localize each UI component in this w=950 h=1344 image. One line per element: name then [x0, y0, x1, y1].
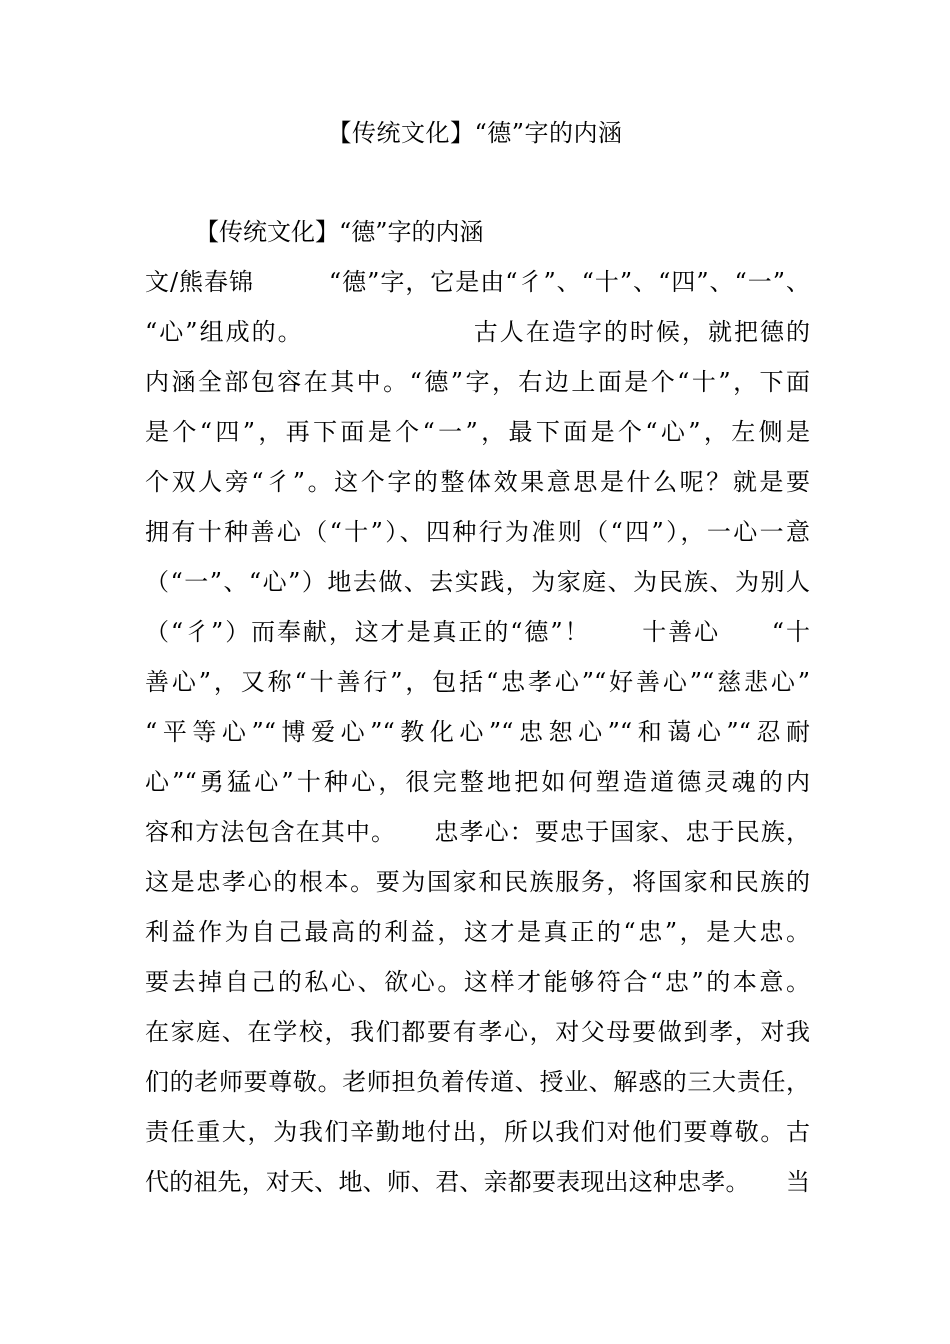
body-line: 拥有十种善心（“十”）、四种行为准则（“四”），一心一意 [145, 518, 810, 546]
body-line: 这是忠孝心的根本。要为国家和民族服务，将国家和民族的 [145, 868, 810, 896]
document-body [145, 212, 810, 1212]
body-line: “心”组成的。 古人在造字的时候，就把德的 [145, 318, 810, 346]
body-line: 个双人旁“彳”。这个字的整体效果意思是什么呢？就是要 [145, 468, 810, 496]
body-line: 容和方法包含在其中。 忠孝心：要忠于国家、忠于民族， [145, 818, 810, 846]
body-line: 【传统文化】“德”字的内涵 [195, 218, 484, 246]
body-line: 代的祖先，对天、地、师、君、亲都要表现出这种忠孝。 当 [145, 1168, 810, 1196]
body-line: 要去掉自己的私心、欲心。这样才能够符合“忠”的本意。 [145, 968, 810, 996]
document-title: 【传统文化】“德”字的内涵 [327, 119, 623, 147]
body-line: 善心”，又称“十善行”，包括“忠孝心”“好善心”“慈悲心” [145, 668, 810, 696]
body-line: 心”“勇猛心”十种心，很完整地把如何塑造道德灵魂的内 [145, 768, 810, 796]
body-line: 在家庭、在学校，我们都要有孝心，对父母要做到孝，对我 [145, 1018, 810, 1046]
body-line: 内涵全部包容在其中。“德”字，右边上面是个“十”，下面 [145, 368, 810, 396]
body-line: 文/熊春锦 “德”字，它是由“彳”、“十”、“四”、“一”、 [145, 268, 810, 296]
body-line: （“彳”）而奉献，这才是真正的“德”！ 十善心 “十 [145, 618, 810, 646]
body-line: “平等心”“博爱心”“教化心”“忠恕心”“和蔼心”“忍耐 [145, 718, 810, 746]
body-line: 们的老师要尊敬。老师担负着传道、授业、解惑的三大责任， [145, 1068, 810, 1096]
body-line: 责任重大，为我们辛勤地付出，所以我们对他们要尊敬。古 [145, 1118, 810, 1146]
body-line: 利益作为自己最高的利益，这才是真正的“忠”，是大忠。 [145, 918, 810, 946]
body-line: 是个“四”，再下面是个“一”，最下面是个“心”，左侧是 [145, 418, 810, 446]
body-line: （“一”、“心”）地去做、去实践，为家庭、为民族、为别人 [145, 568, 810, 596]
